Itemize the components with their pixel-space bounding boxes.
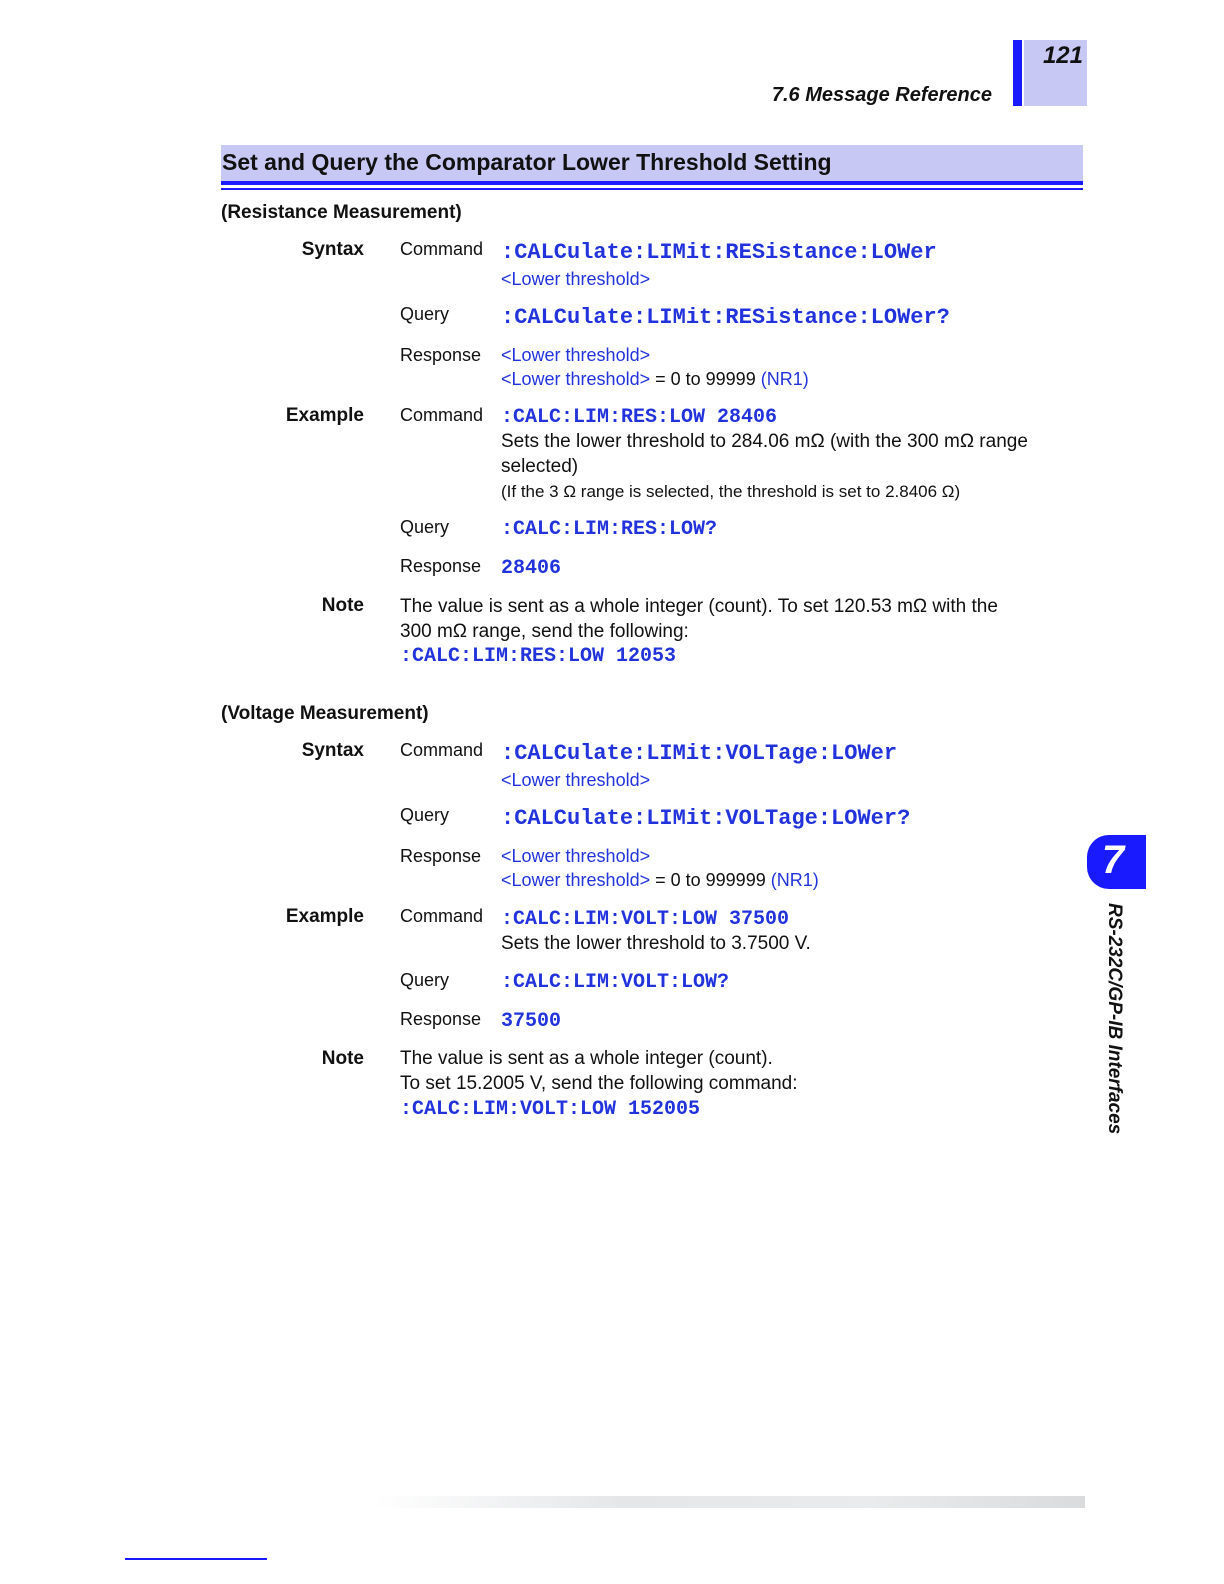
voltage-ex-command: :CALC:LIM:VOLT:LOW 37500 (501, 908, 790, 931)
voltage-query-label: Query (400, 805, 450, 825)
resistance-range-format: (NR1) (760, 369, 809, 389)
voltage-range-param: <Lower threshold> (501, 870, 651, 890)
section-title: 7.6 Message Reference (771, 84, 992, 106)
resistance-command-param: <Lower threshold> (501, 269, 651, 289)
voltage-ex-query: :CALC:LIM:VOLT:LOW? (501, 971, 730, 994)
resistance-response-param: <Lower threshold> (501, 345, 651, 365)
resistance-note-line1: The value is sent as a whole integer (count). To set 120.53 mΩ with the (400, 596, 998, 617)
voltage-query: :CALCulate:LIMit:VOLTage:LOWer? (501, 806, 911, 831)
resistance-ex-desc-line1: Sets the lower threshold to 284.06 mΩ (with the 300 mΩ range (501, 431, 1028, 452)
page-title: Set and Query the Comparator Lower Threshold Setting (222, 149, 832, 175)
resistance-ex-query-label: Query (400, 517, 450, 537)
voltage-command: :CALCulate:LIMit:VOLTage:LOWer (501, 741, 898, 766)
voltage-command-label: Command (400, 740, 484, 760)
voltage-range-text: = 0 to 999999 (650, 870, 771, 890)
resistance-example-label: Example (285, 405, 364, 426)
voltage-example-label: Example (285, 906, 364, 927)
chapter-label: RS-232C/GP-IB Interfaces (1104, 903, 1125, 1135)
resistance-command-label: Command (400, 239, 484, 259)
voltage-ex-desc-line1: Sets the lower threshold to 3.7500 V. (501, 933, 811, 954)
resistance-ex-query: :CALC:LIM:RES:LOW? (501, 518, 718, 541)
resistance-range (501, 369, 809, 390)
resistance-response-label: Response (400, 345, 482, 365)
resistance-ex-desc-note: (If the 3 Ω range is selected, the threshold is set to 2.8406 Ω) (501, 482, 961, 501)
resistance-range-text: = 0 to 99999 (650, 369, 761, 389)
header-accent-bar (1013, 40, 1022, 106)
voltage-note-line2: To set 15.2005 V, send the following command: (400, 1073, 798, 1094)
resistance-ex-desc-line2: selected) (501, 456, 579, 477)
resistance-ex-command: :CALC:LIM:RES:LOW 28406 (501, 406, 778, 429)
voltage-ex-response-label: Response (400, 1009, 482, 1029)
voltage-response-label: Response (400, 846, 482, 866)
voltage-range (501, 870, 819, 891)
resistance-note-label: Note (321, 595, 364, 616)
resistance-ex-command-label: Command (400, 405, 484, 425)
voltage-command-param: <Lower threshold> (501, 770, 651, 790)
resistance-ex-response: 28406 (501, 557, 562, 580)
voltage-ex-query-label: Query (400, 970, 450, 990)
resistance-query: :CALCulate:LIMit:RESistance:LOWer? (501, 305, 950, 330)
voltage-note-label: Note (321, 1048, 364, 1069)
voltage-response-param: <Lower threshold> (501, 846, 651, 866)
resistance-note-line2: 300 mΩ range, send the following: (400, 621, 689, 642)
resistance-note-command: :CALC:LIM:RES:LOW 12053 (400, 645, 677, 668)
resistance-command: :CALCulate:LIMit:RESistance:LOWer (501, 240, 937, 265)
chapter-number: 7 (1101, 838, 1125, 882)
footer-rule (125, 1558, 267, 1560)
voltage-ex-response: 37500 (501, 1010, 562, 1033)
page-number: 121 (1042, 42, 1083, 69)
footer-gradient-bar (375, 1496, 1085, 1508)
voltage-range-format: (NR1) (770, 870, 819, 890)
voltage-heading: (Voltage Measurement) (221, 703, 429, 724)
voltage-note-line1: The value is sent as a whole integer (count). (400, 1048, 773, 1069)
voltage-syntax-label: Syntax (301, 740, 364, 761)
resistance-ex-response-label: Response (400, 556, 482, 576)
resistance-range-param: <Lower threshold> (501, 369, 651, 389)
voltage-ex-command-label: Command (400, 906, 484, 926)
voltage-note-command: :CALC:LIM:VOLT:LOW 152005 (400, 1098, 701, 1121)
resistance-query-label: Query (400, 304, 450, 324)
resistance-heading: (Resistance Measurement) (221, 202, 462, 223)
title-underline (221, 188, 1083, 190)
resistance-syntax-label: Syntax (301, 239, 364, 260)
